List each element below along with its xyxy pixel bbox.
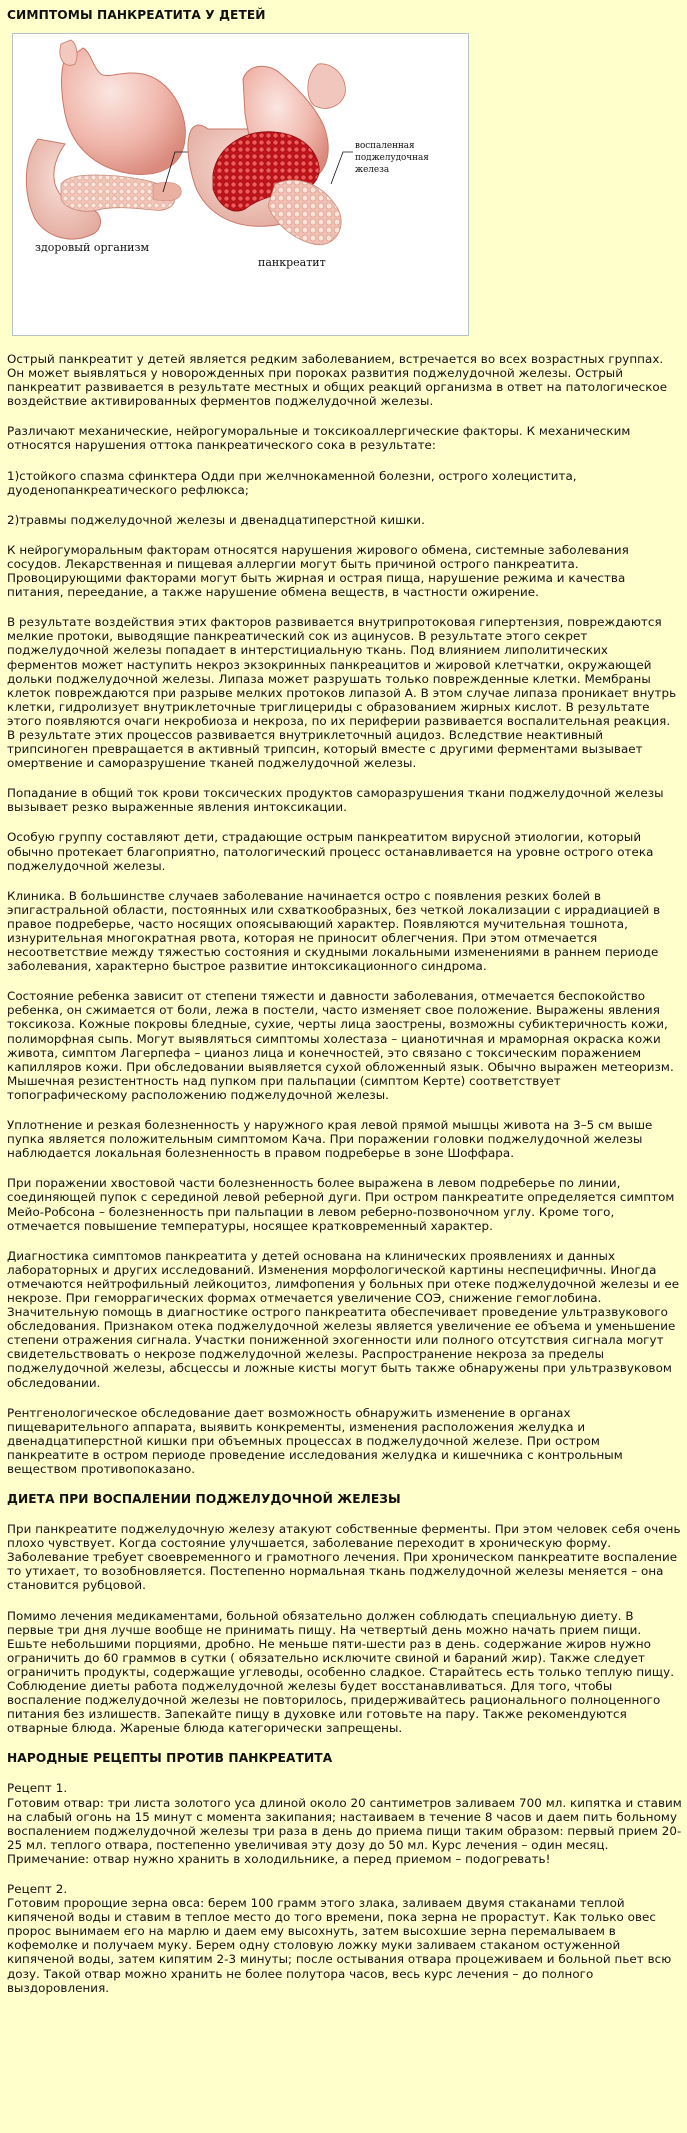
inflamed-pancreas-label-3: железа bbox=[355, 165, 390, 175]
article-paragraph: 1)стойкого спазма сфинктера Одди при желчнокаменной болезни, острого холецистита, дуоденопанкреатического рефлюкса; bbox=[7, 468, 577, 497]
recipe-text: Готовим пророщие зерна овса: берем 100 грамм этого злака, заливаем двумя стаканами теплой кипяченой воды и ставим в теплое место до того времени, пока зерна не прорастут. Как только овес пророс вынимаем его на марлю и даем ему высохнуть, затем высохшие зерна перемалываем в кофемолке и получаем муку. Берем одну столовую ложку муки заливаем стаканом остуженной кипяченой воды, затем кипятим 2-3 минуты; после остывания отвара процеживаем и больной пьет всю дозу. Такой отвар можно хранить не более полутора часов, весь курс лечения – до полного выздоровления. bbox=[7, 1896, 672, 1995]
article-paragraph: Острый панкреатит у детей является редким заболеванием, встречается во всех возрастных группах. Он может выявляться у новорожденных при пороках развития поджелудочной железы. Острый панкреатит развивается в результате местных и общих реакций организма в ответ на патологическое воздействие активированных ферментов поджелудочной железы. bbox=[7, 352, 668, 409]
inflamed-pancreas-label-1: воспаленная bbox=[355, 141, 415, 151]
recipe-heading: Рецепт 2. bbox=[7, 1881, 68, 1896]
recipe-heading: Рецепт 1. bbox=[7, 1781, 68, 1796]
article-paragraph: К нейрогуморальным факторам относятся нарушения жирового обмена, системные заболевания сосудов. Лекарственная и пищевая аллергии могут быть причиной острого панкреатита. Провоцирующими факторами могут быть жирная и острая пища, нарушение режима и качества питания, переедание, а также нарушение обмена веществ, в частности ожирение. bbox=[7, 542, 629, 600]
inflamed-organ-drawing bbox=[188, 64, 345, 245]
diet-paragraph: Помимо лечения медикаментами, больной обязательно должен соблюдать специальную диету. В первые три дня лучше вообще не принимать пищу. На четвертый день можно начать прием пищи. Ешьте небольшими порциями, дробно. Не меньше пяти-шести раз в день. содержание жиров нужно ограничить до 60 граммов в сутки ( обязательно исключите свиной и бараний жир). Также следует ограничить продукты, содержащие углеводы, особенно сладкое. Старайтесь есть только теплую пищу. Соблюдение диеты работа поджелудочной железы будет восстанавливаться. Для того, чтобы воспаление поджелудочной железы не повторилось, придерживайтесь рационального полноценного питания без излишеств. Запекайте пищу в духовке или готовьте на пару. Также рекомендуются отварные блюда. Жареные блюда категорически запрещены. bbox=[7, 1608, 675, 1736]
article-paragraph: Диагностика симптомов панкреатита у детей основана на клинических проявлениях и данных лабораторных и других исследований. Изменения морфологической картины неспецифичны. Иногда отмечаются нейтрофильный лейкоцитоз, лимфопения у больных при отеке поджелудочной железы и ее некрозе. При геморрагических формах отмечается увеличение СОЭ, снижение гемоглобина. Значительную помощь в диагностике острого панкреатита обеспечивает проведение ультразвукового обследования. Признаком отека поджелудочной железы является увеличение ее объема и уменьшение степени отражения сигнала. Участки пониженной эхогенности или полного отсутствия сигнала могут свидетельствовать о некрозе поджелудочной железы. Распространение некроза за пределы поджелудочной железы, абсцессы и ложные кисты могут быть также обнаружены при ультразвуковом обследовании. bbox=[7, 1248, 680, 1390]
recipe-text: Готовим отвар: три листа золотого уса длиной около 20 сантиметров заливаем 700 мл. кипятка и ставим на слабый огонь на 15 минут с момента закипания; настаиваем в течение 8 часов и даем пить больному воспалением поджелудочной железы три раза в день до приема пищи таким образом: первый прием 20-25 мл. теплого отвара, постепенно увеличивая эту дозу до 50 мл. Курс лечения – один месяц. Примечание: отвар нужно хранить в холодильнике, а перед приемом – подогревать! bbox=[7, 1795, 682, 1866]
article-paragraph: 2)травмы поджелудочной железы и двенадцатиперстной кишки. bbox=[7, 512, 425, 527]
article-paragraph: Клиника. В большинстве случаев заболевание начинается остро с появления резких болей в эпигастральной области, постоянных или схваткообразных, без четкой локализации с иррадиацией в правое подреберье, часто носящих опоясывающий характер. Появляются мучительная тошнота, изнурительная многократная рвота, которая не приносит облегчения. При этом отмечается несоответствие между тяжестью состояния и скудными локальными изменениями в раннем периоде заболевания, характерно быстрое развитие интоксикационного синдрома. bbox=[7, 888, 661, 974]
recipe-item bbox=[7, 1781, 682, 1866]
article-paragraph: В результате воздействия этих факторов развивается внутрипротоковая гипертензия, повреждаются мелкие протоки, выводящие панкреатический сок из ацинусов. В результате этого секрет поджелудочной железы попадает в интерстициальную ткань. Под влиянием липолитических ферментов может наступить некроз экзокринных панкреацитов и жировой клетчатки, окружающей дольки поджелудочной железы. Липаза может разрушать только поврежденные клетки. Мембраны клеток повреждаются при разрыве мелких протоков липазой А. В этом случае липаза проникает внутрь клетки, гидролизует внутриклеточные триглицериды с образованием жирных кислот. В результате этого появляются очаги некробиоза и некроза, по их периферии развивается воспалительная реакция. В результате этих процессов развивается внутриклеточный ацидоз. Вследствие неактивный трипсиноген превращается в активный трипсин, который вместе с другими ферментами вызывает омертвение и саморазрушение тканей поджелудочной железы. bbox=[7, 615, 677, 771]
diet-paragraph: При панкреатите поджелудочную железу атакуют собственные ферменты. При этом человек себя очень плохо чувствует. Когда состояние улучшается, заболевание переходит в хроническую форму. Заболевание требует своевременного и грамотного лечения. При хроническом панкреатите воспаление то утихает, то возобновляется. Постепенно нормальная ткань поджелудочной железы меняется – она становится рубцовой. bbox=[7, 1522, 681, 1593]
healthy-organ-drawing bbox=[26, 40, 185, 239]
article-paragraph: При поражении хвостовой части болезненность более выражена в левом подреберье по линии, соединяющей пупок с серединой левой реберной дуги. При остром панкреатите определяется симптом Мейо-Робсона – болезненность при пальпации в левом реберно-позвоночном углу. Кроме того, отмечается повышение температуры, носящее кратковременный характер. bbox=[7, 1176, 675, 1233]
healthy-caption: здоровый организм bbox=[35, 241, 150, 254]
article-paragraph: Рентгенологическое обследование дает возможность обнаружить изменение в органах пищеварительного аппарата, выявить конкременты, изменения расположения желудка и двенадцатиперстной кишки при объемных процессах в поджелудочной железе. При остром панкреатите в остром периоде проведение исследования желудка и кишечника с контрольным веществом противопоказано. bbox=[7, 1405, 623, 1476]
inflamed-caption: панкреатит bbox=[258, 256, 326, 269]
pancreas-illustration-svg bbox=[13, 34, 468, 335]
article-paragraph: Попадание в общий ток крови токсических продуктов саморазрушения ткани поджелудочной железы вызывает резко выраженные явления интоксикации. bbox=[7, 786, 664, 815]
article-paragraph: Различают механические, нейрогуморальные и токсикоаллергические факторы. К механическим относятся нарушения оттока панкреатического сока в результате: bbox=[7, 424, 631, 453]
article-paragraph: Состояние ребенка зависит от степени тяжести и давности заболевания, отмечается беспокойство ребенка, он сжимается от боли, лежа в постели, часто изменяет свое положение. Выражены явления токсикоза. Кожные покровы бледные, сухие, черты лица заострены, возможны субиктеричность кожи, полиморфная сыпь. Могут выявляться симптомы холестаза – цианотичная и мраморная окраска кожи живота, симптом Лагерпефа – цианоз лица и конечностей, это связано с токсическим поражением капилляров кожи. При обследовании выявляется сухой обложенный язык. Обычно выражен метеоризм. Мышечная резистентность над пупком при пальпации (симптом Керте) соответствует топографическому расположению поджелудочной железы. bbox=[7, 989, 674, 1102]
article-title: СИМПТОМЫ ПАНКРЕАТИТА У ДЕТЕЙ bbox=[7, 8, 266, 22]
diet-section-title: ДИЕТА ПРИ ВОСПАЛЕНИИ ПОДЖЕЛУДОЧНОЙ ЖЕЛЕЗЫ bbox=[7, 1492, 401, 1507]
article-body bbox=[7, 352, 682, 1476]
recipes-section-title: НАРОДНЫЕ РЕЦЕПТЫ ПРОТИВ ПАНКРЕАТИТА bbox=[7, 1751, 333, 1766]
recipe-item bbox=[7, 1882, 682, 1995]
article-paragraph: Особую группу составляют дети, страдающие острым панкреатитом вирусной этиологии, который обычно протекает благоприятно, патологический процесс останавливается на уровне острого отека поджелудочной железы. bbox=[7, 830, 654, 873]
pancreas-illustration bbox=[12, 33, 469, 336]
inflamed-pancreas-label-2: поджелудочная bbox=[355, 153, 429, 163]
article-paragraph: Уплотнение и резкая болезненность у наружного края левой прямой мышцы живота на 3–5 см выше пупка является положительным симптомом Кача. При поражении головки поджелудочной железы наблюдается локальная болезненность в правом подреберье в зоне Шоффара. bbox=[7, 1118, 653, 1161]
